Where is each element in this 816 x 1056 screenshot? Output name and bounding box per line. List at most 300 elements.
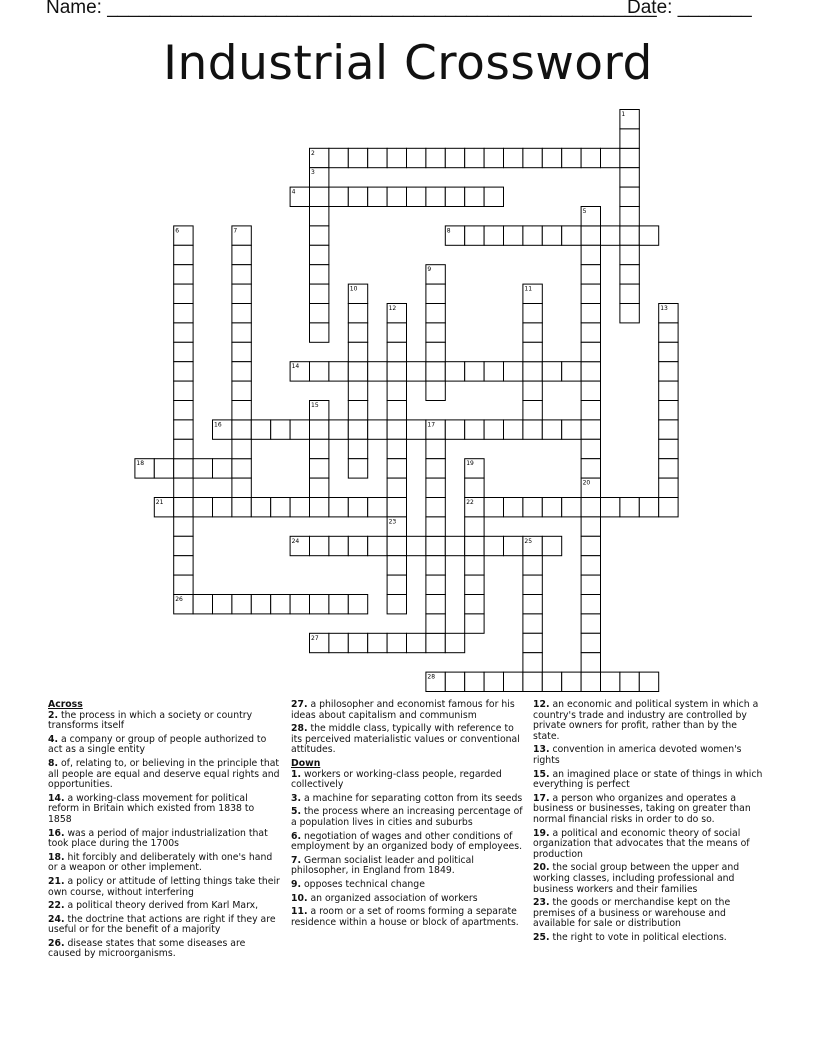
clue-column-2	[291, 700, 523, 931]
clue-text: the process in which a society or country transforms itself	[48, 709, 253, 732]
grid-cell[interactable]	[251, 420, 270, 439]
grid-cell[interactable]	[523, 401, 542, 420]
grid-cell[interactable]	[639, 226, 658, 245]
grid-cell[interactable]	[581, 575, 600, 594]
grid-cell[interactable]	[407, 633, 426, 652]
grid-cell[interactable]	[213, 459, 232, 478]
grid-cell[interactable]	[387, 342, 406, 361]
grid-cell[interactable]	[426, 459, 445, 478]
grid-cell[interactable]	[407, 148, 426, 167]
clue-text: a working-class movement for political reform in Britain which existed from 1838 to 1858	[48, 792, 255, 825]
grid-cell[interactable]	[445, 362, 464, 381]
clue-text: the process where an increasing percentage of a population lives in cities and suburbs	[291, 806, 523, 828]
grid-cell[interactable]	[601, 672, 620, 691]
cell-number: 19	[466, 460, 474, 468]
grid-cell[interactable]	[426, 614, 445, 633]
grid-cell[interactable]	[620, 207, 639, 226]
clue-down-11	[291, 907, 523, 928]
clue-across-18	[48, 853, 280, 874]
grid-cell[interactable]	[232, 323, 251, 342]
grid-cell[interactable]	[639, 672, 658, 691]
clue-number: 26.	[48, 937, 65, 949]
grid-cell[interactable]	[271, 595, 290, 614]
grid-cell[interactable]	[329, 498, 348, 517]
grid-cell[interactable]	[523, 226, 542, 245]
grid-cell[interactable]	[504, 536, 523, 555]
grid-cell[interactable]	[232, 284, 251, 303]
grid-cell[interactable]	[581, 633, 600, 652]
grid-cell[interactable]	[368, 536, 387, 555]
grid-cell[interactable]	[310, 265, 329, 284]
grid-cell[interactable]	[232, 342, 251, 361]
grid-cell[interactable]	[581, 323, 600, 342]
grid-cell[interactable]	[445, 672, 464, 691]
grid-cell[interactable]	[562, 420, 581, 439]
grid-cell[interactable]	[426, 536, 445, 555]
grid-cell[interactable]	[620, 304, 639, 323]
grid-cell[interactable]	[387, 187, 406, 206]
grid-cell[interactable]	[310, 207, 329, 226]
grid-cell[interactable]	[426, 498, 445, 517]
grid-cell[interactable]	[407, 362, 426, 381]
grid-cell[interactable]	[310, 439, 329, 458]
clue-text: a person who organizes and operates a business or businesses, taking on greater than normal financial risks in order to do so.	[533, 792, 751, 825]
grid-cell[interactable]	[174, 536, 193, 555]
across-heading: Across	[48, 699, 83, 710]
grid-cell[interactable]	[426, 323, 445, 342]
cell-number: 7	[233, 227, 238, 235]
grid-cell[interactable]	[581, 498, 600, 517]
grid-cell[interactable]	[348, 187, 367, 206]
grid-cell[interactable]	[193, 459, 212, 478]
grid-cell[interactable]	[465, 672, 484, 691]
grid-cell[interactable]	[329, 187, 348, 206]
grid-cell[interactable]	[465, 362, 484, 381]
clue-number: 27.	[291, 699, 308, 710]
grid-cell[interactable]	[542, 148, 561, 167]
grid-cell[interactable]	[368, 633, 387, 652]
grid-cell[interactable]	[465, 556, 484, 575]
grid-cell[interactable]	[504, 148, 523, 167]
grid-cell[interactable]	[251, 595, 270, 614]
grid-cell[interactable]	[523, 595, 542, 614]
grid-cell[interactable]	[348, 323, 367, 342]
clue-down-9	[291, 880, 523, 891]
grid-cell[interactable]	[368, 187, 387, 206]
clue-number: 14.	[48, 792, 65, 804]
clue-number: 1.	[291, 768, 302, 780]
grid-cell[interactable]	[348, 498, 367, 517]
grid-cell[interactable]	[659, 401, 678, 420]
grid-cell[interactable]	[407, 420, 426, 439]
grid-cell[interactable]	[620, 168, 639, 187]
grid-cell[interactable]	[426, 304, 445, 323]
grid-cell[interactable]	[542, 226, 561, 245]
cell-number: 8	[446, 227, 451, 235]
grid-cell[interactable]	[581, 226, 600, 245]
grid-cell[interactable]	[232, 439, 251, 458]
grid-cell[interactable]	[562, 498, 581, 517]
grid-cell[interactable]	[290, 498, 309, 517]
grid-cell[interactable]	[348, 342, 367, 361]
grid-cell[interactable]	[329, 420, 348, 439]
grid-cell[interactable]	[271, 498, 290, 517]
grid-cell[interactable]	[426, 148, 445, 167]
grid-cell[interactable]	[659, 498, 678, 517]
grid-cell[interactable]	[562, 148, 581, 167]
clue-text: a company or group of people authorized to act as a single entity	[48, 733, 267, 756]
grid-cell[interactable]	[426, 342, 445, 361]
grid-cell[interactable]	[387, 575, 406, 594]
grid-cell[interactable]	[387, 536, 406, 555]
grid-cell[interactable]	[581, 304, 600, 323]
grid-cell[interactable]	[174, 401, 193, 420]
grid-cell[interactable]	[562, 362, 581, 381]
grid-cell[interactable]	[213, 595, 232, 614]
grid-cell[interactable]	[348, 536, 367, 555]
grid-cell[interactable]	[368, 148, 387, 167]
grid-cell[interactable]	[174, 323, 193, 342]
clue-text: a political and economic theory of social organization that advocates that the means of production	[533, 827, 750, 860]
grid-cell[interactable]	[581, 672, 600, 691]
clue-down-3	[291, 794, 523, 805]
grid-cell[interactable]	[581, 536, 600, 555]
grid-cell[interactable]	[639, 498, 658, 517]
grid-cell[interactable]	[445, 187, 464, 206]
grid-cell[interactable]	[581, 381, 600, 400]
grid-cell[interactable]	[523, 304, 542, 323]
grid-cell[interactable]	[426, 381, 445, 400]
grid-cell[interactable]	[581, 401, 600, 420]
grid-cell[interactable]	[465, 614, 484, 633]
grid-cell[interactable]	[368, 498, 387, 517]
grid-cell[interactable]	[232, 420, 251, 439]
grid-cell[interactable]	[620, 187, 639, 206]
clue-number: 13.	[533, 744, 550, 756]
clue-text: German socialist leader and political philosopher, in England from 1849.	[291, 854, 474, 877]
grid-cell[interactable]	[484, 498, 503, 517]
grid-cell[interactable]	[310, 323, 329, 342]
grid-cell[interactable]	[542, 362, 561, 381]
grid-cell[interactable]	[581, 439, 600, 458]
grid-cell[interactable]	[620, 284, 639, 303]
grid-cell[interactable]	[445, 148, 464, 167]
grid-cell[interactable]	[387, 323, 406, 342]
grid-cell[interactable]	[523, 575, 542, 594]
grid-cell[interactable]	[504, 362, 523, 381]
grid-cell[interactable]	[387, 633, 406, 652]
grid-cell[interactable]	[368, 362, 387, 381]
grid-cell[interactable]	[387, 148, 406, 167]
clue-across-14	[48, 794, 280, 826]
grid-cell[interactable]	[251, 498, 270, 517]
grid-cell[interactable]	[523, 148, 542, 167]
grid-cell[interactable]	[484, 536, 503, 555]
grid-cell[interactable]	[193, 498, 212, 517]
grid-cell[interactable]	[523, 633, 542, 652]
grid-cell[interactable]	[445, 420, 464, 439]
grid-cell[interactable]	[620, 226, 639, 245]
grid-cell[interactable]	[581, 420, 600, 439]
grid-cell[interactable]	[581, 653, 600, 672]
grid-cell[interactable]	[523, 653, 542, 672]
grid-cell[interactable]	[154, 459, 173, 478]
clue-down-12	[533, 700, 765, 742]
grid-cell[interactable]	[174, 284, 193, 303]
grid-cell[interactable]	[387, 595, 406, 614]
grid-cell[interactable]	[232, 595, 251, 614]
grid-cell[interactable]	[348, 148, 367, 167]
grid-cell[interactable]	[387, 556, 406, 575]
name-field-label[interactable]: Name: ____________________________________________________	[46, 0, 657, 18]
grid-cell[interactable]	[484, 187, 503, 206]
clue-text: an imagined place or state of things in which everything is perfect	[533, 768, 763, 791]
clue-across-24	[48, 915, 280, 936]
grid-cell[interactable]	[368, 420, 387, 439]
clue-text: opposes technical change	[303, 878, 425, 890]
grid-cell[interactable]	[581, 342, 600, 361]
grid-cell[interactable]	[659, 420, 678, 439]
grid-cell[interactable]	[329, 536, 348, 555]
grid-cell[interactable]	[523, 614, 542, 633]
cell-number: 6	[175, 227, 180, 235]
grid-cell[interactable]	[581, 245, 600, 264]
grid-cell[interactable]	[523, 342, 542, 361]
grid-cell[interactable]	[348, 633, 367, 652]
grid-cell[interactable]	[174, 342, 193, 361]
grid-cell[interactable]	[348, 362, 367, 381]
grid-cell[interactable]	[426, 478, 445, 497]
grid-cell[interactable]	[484, 148, 503, 167]
grid-cell[interactable]	[601, 498, 620, 517]
grid-cell[interactable]	[484, 420, 503, 439]
grid-cell[interactable]	[232, 265, 251, 284]
grid-cell[interactable]	[484, 362, 503, 381]
grid-cell[interactable]	[232, 381, 251, 400]
clue-down-5	[291, 807, 523, 828]
cell-number: 26	[175, 596, 183, 603]
grid-cell[interactable]	[426, 575, 445, 594]
grid-cell[interactable]	[310, 304, 329, 323]
grid-cell[interactable]	[562, 672, 581, 691]
grid-cell[interactable]	[523, 556, 542, 575]
grid-cell[interactable]	[659, 381, 678, 400]
grid-cell[interactable]	[174, 478, 193, 497]
grid-cell[interactable]	[310, 536, 329, 555]
grid-cell[interactable]	[523, 420, 542, 439]
grid-cell[interactable]	[174, 459, 193, 478]
grid-cell[interactable]	[290, 420, 309, 439]
grid-cell[interactable]	[426, 362, 445, 381]
across-clue-list	[48, 711, 280, 960]
grid-cell[interactable]	[387, 420, 406, 439]
grid-cell[interactable]	[232, 478, 251, 497]
grid-cell[interactable]	[387, 439, 406, 458]
grid-cell[interactable]	[445, 633, 464, 652]
grid-cell[interactable]	[465, 517, 484, 536]
grid-cell[interactable]	[174, 381, 193, 400]
grid-cell[interactable]	[174, 420, 193, 439]
grid-cell[interactable]	[348, 420, 367, 439]
grid-cell[interactable]	[581, 148, 600, 167]
grid-cell[interactable]	[174, 304, 193, 323]
grid-cell[interactable]	[426, 187, 445, 206]
grid-cell[interactable]	[581, 517, 600, 536]
grid-cell[interactable]	[465, 536, 484, 555]
grid-cell[interactable]	[232, 304, 251, 323]
grid-cell[interactable]	[329, 633, 348, 652]
grid-cell[interactable]	[310, 420, 329, 439]
grid-cell[interactable]	[620, 498, 639, 517]
grid-cell[interactable]	[465, 226, 484, 245]
grid-cell[interactable]	[310, 478, 329, 497]
clue-number: 8.	[48, 757, 59, 769]
grid-cell[interactable]	[523, 362, 542, 381]
grid-cell[interactable]	[581, 459, 600, 478]
grid-cell[interactable]	[620, 245, 639, 264]
grid-cell[interactable]	[387, 478, 406, 497]
grid-cell[interactable]	[310, 284, 329, 303]
grid-cell[interactable]	[426, 595, 445, 614]
grid-cell[interactable]	[659, 478, 678, 497]
grid-cell[interactable]	[659, 342, 678, 361]
grid-cell[interactable]	[601, 148, 620, 167]
grid-cell[interactable]	[232, 401, 251, 420]
grid-cell[interactable]	[542, 672, 561, 691]
grid-cell[interactable]	[581, 595, 600, 614]
grid-cell[interactable]	[465, 575, 484, 594]
grid-cell[interactable]	[174, 517, 193, 536]
cell-number: 27	[311, 634, 319, 642]
clue-across-26	[48, 939, 280, 960]
grid-cell[interactable]	[601, 226, 620, 245]
grid-cell[interactable]	[387, 459, 406, 478]
clue-column-3	[533, 700, 765, 946]
grid-cell[interactable]	[581, 556, 600, 575]
grid-cell[interactable]	[387, 401, 406, 420]
grid-cell[interactable]	[193, 595, 212, 614]
grid-cell[interactable]	[348, 304, 367, 323]
grid-cell[interactable]	[484, 226, 503, 245]
date-field-label[interactable]: Date: _______	[627, 0, 752, 18]
clue-text: hit forcibly and deliberately with one's hand or a weapon or other implement.	[48, 851, 273, 874]
grid-cell[interactable]	[581, 614, 600, 633]
grid-cell[interactable]	[310, 362, 329, 381]
grid-cell[interactable]	[387, 362, 406, 381]
grid-cell[interactable]	[174, 439, 193, 458]
grid-cell[interactable]	[310, 245, 329, 264]
cell-number: 15	[311, 402, 319, 409]
grid-cell[interactable]	[387, 498, 406, 517]
grid-cell[interactable]	[504, 420, 523, 439]
clue-number: 6.	[291, 830, 302, 842]
grid-cell[interactable]	[562, 226, 581, 245]
grid-cell[interactable]	[426, 556, 445, 575]
grid-cell[interactable]	[542, 498, 561, 517]
grid-cell[interactable]	[504, 672, 523, 691]
grid-cell[interactable]	[232, 459, 251, 478]
grid-cell[interactable]	[232, 362, 251, 381]
grid-cell[interactable]	[504, 226, 523, 245]
grid-cell[interactable]	[659, 439, 678, 458]
grid-cell[interactable]	[232, 498, 251, 517]
grid-cell[interactable]	[213, 498, 232, 517]
grid-cell[interactable]	[407, 187, 426, 206]
clue-text: a philosopher and economist famous for his ideas about capitalism and communism	[291, 699, 515, 721]
grid-cell[interactable]	[542, 420, 561, 439]
grid-cell[interactable]	[232, 245, 251, 264]
grid-cell[interactable]	[542, 536, 561, 555]
grid-cell[interactable]	[174, 265, 193, 284]
grid-cell[interactable]	[348, 401, 367, 420]
clue-across-28	[291, 724, 523, 756]
grid-cell[interactable]	[426, 517, 445, 536]
grid-cell[interactable]	[310, 498, 329, 517]
grid-cell[interactable]	[329, 362, 348, 381]
clue-across-8	[48, 759, 280, 791]
grid-cell[interactable]	[504, 498, 523, 517]
grid-cell[interactable]	[174, 556, 193, 575]
grid-cell[interactable]	[620, 672, 639, 691]
grid-cell[interactable]	[581, 284, 600, 303]
grid-cell[interactable]	[465, 187, 484, 206]
grid-cell[interactable]	[329, 595, 348, 614]
grid-cell[interactable]	[445, 536, 464, 555]
grid-cell[interactable]	[348, 595, 367, 614]
grid-cell[interactable]	[310, 459, 329, 478]
grid-cell[interactable]	[620, 148, 639, 167]
grid-cell[interactable]	[387, 381, 406, 400]
grid-cell[interactable]	[523, 381, 542, 400]
clue-text: an economic and political system in which a country's trade and industry are controlled by private owners for profit, rather than by the state.	[533, 699, 759, 742]
grid-cell[interactable]	[523, 498, 542, 517]
grid-cell[interactable]	[523, 323, 542, 342]
grid-cell[interactable]	[523, 672, 542, 691]
grid-cell[interactable]	[465, 478, 484, 497]
grid-cell[interactable]	[659, 459, 678, 478]
grid-cell[interactable]	[348, 439, 367, 458]
grid-cell[interactable]	[310, 187, 329, 206]
grid-cell[interactable]	[659, 323, 678, 342]
grid-cell[interactable]	[465, 420, 484, 439]
grid-cell[interactable]	[620, 129, 639, 148]
grid-cell[interactable]	[174, 362, 193, 381]
grid-cell[interactable]	[426, 439, 445, 458]
clue-number: 25.	[533, 931, 550, 943]
grid-cell[interactable]	[174, 575, 193, 594]
grid-cell[interactable]	[581, 362, 600, 381]
grid-cell[interactable]	[407, 536, 426, 555]
grid-cell[interactable]	[174, 245, 193, 264]
grid-cell[interactable]	[290, 595, 309, 614]
grid-cell[interactable]	[581, 265, 600, 284]
grid-cell[interactable]	[620, 265, 639, 284]
grid-cell[interactable]	[465, 595, 484, 614]
grid-cell[interactable]	[484, 672, 503, 691]
grid-cell[interactable]	[426, 633, 445, 652]
grid-cell[interactable]	[310, 595, 329, 614]
clue-number: 11.	[291, 906, 308, 918]
grid-cell[interactable]	[426, 284, 445, 303]
grid-cell[interactable]	[465, 148, 484, 167]
grid-cell[interactable]	[348, 381, 367, 400]
grid-cell[interactable]	[659, 362, 678, 381]
grid-cell[interactable]	[329, 148, 348, 167]
grid-cell[interactable]	[271, 420, 290, 439]
grid-cell[interactable]	[348, 459, 367, 478]
grid-cell[interactable]	[310, 226, 329, 245]
grid-cell[interactable]	[174, 498, 193, 517]
